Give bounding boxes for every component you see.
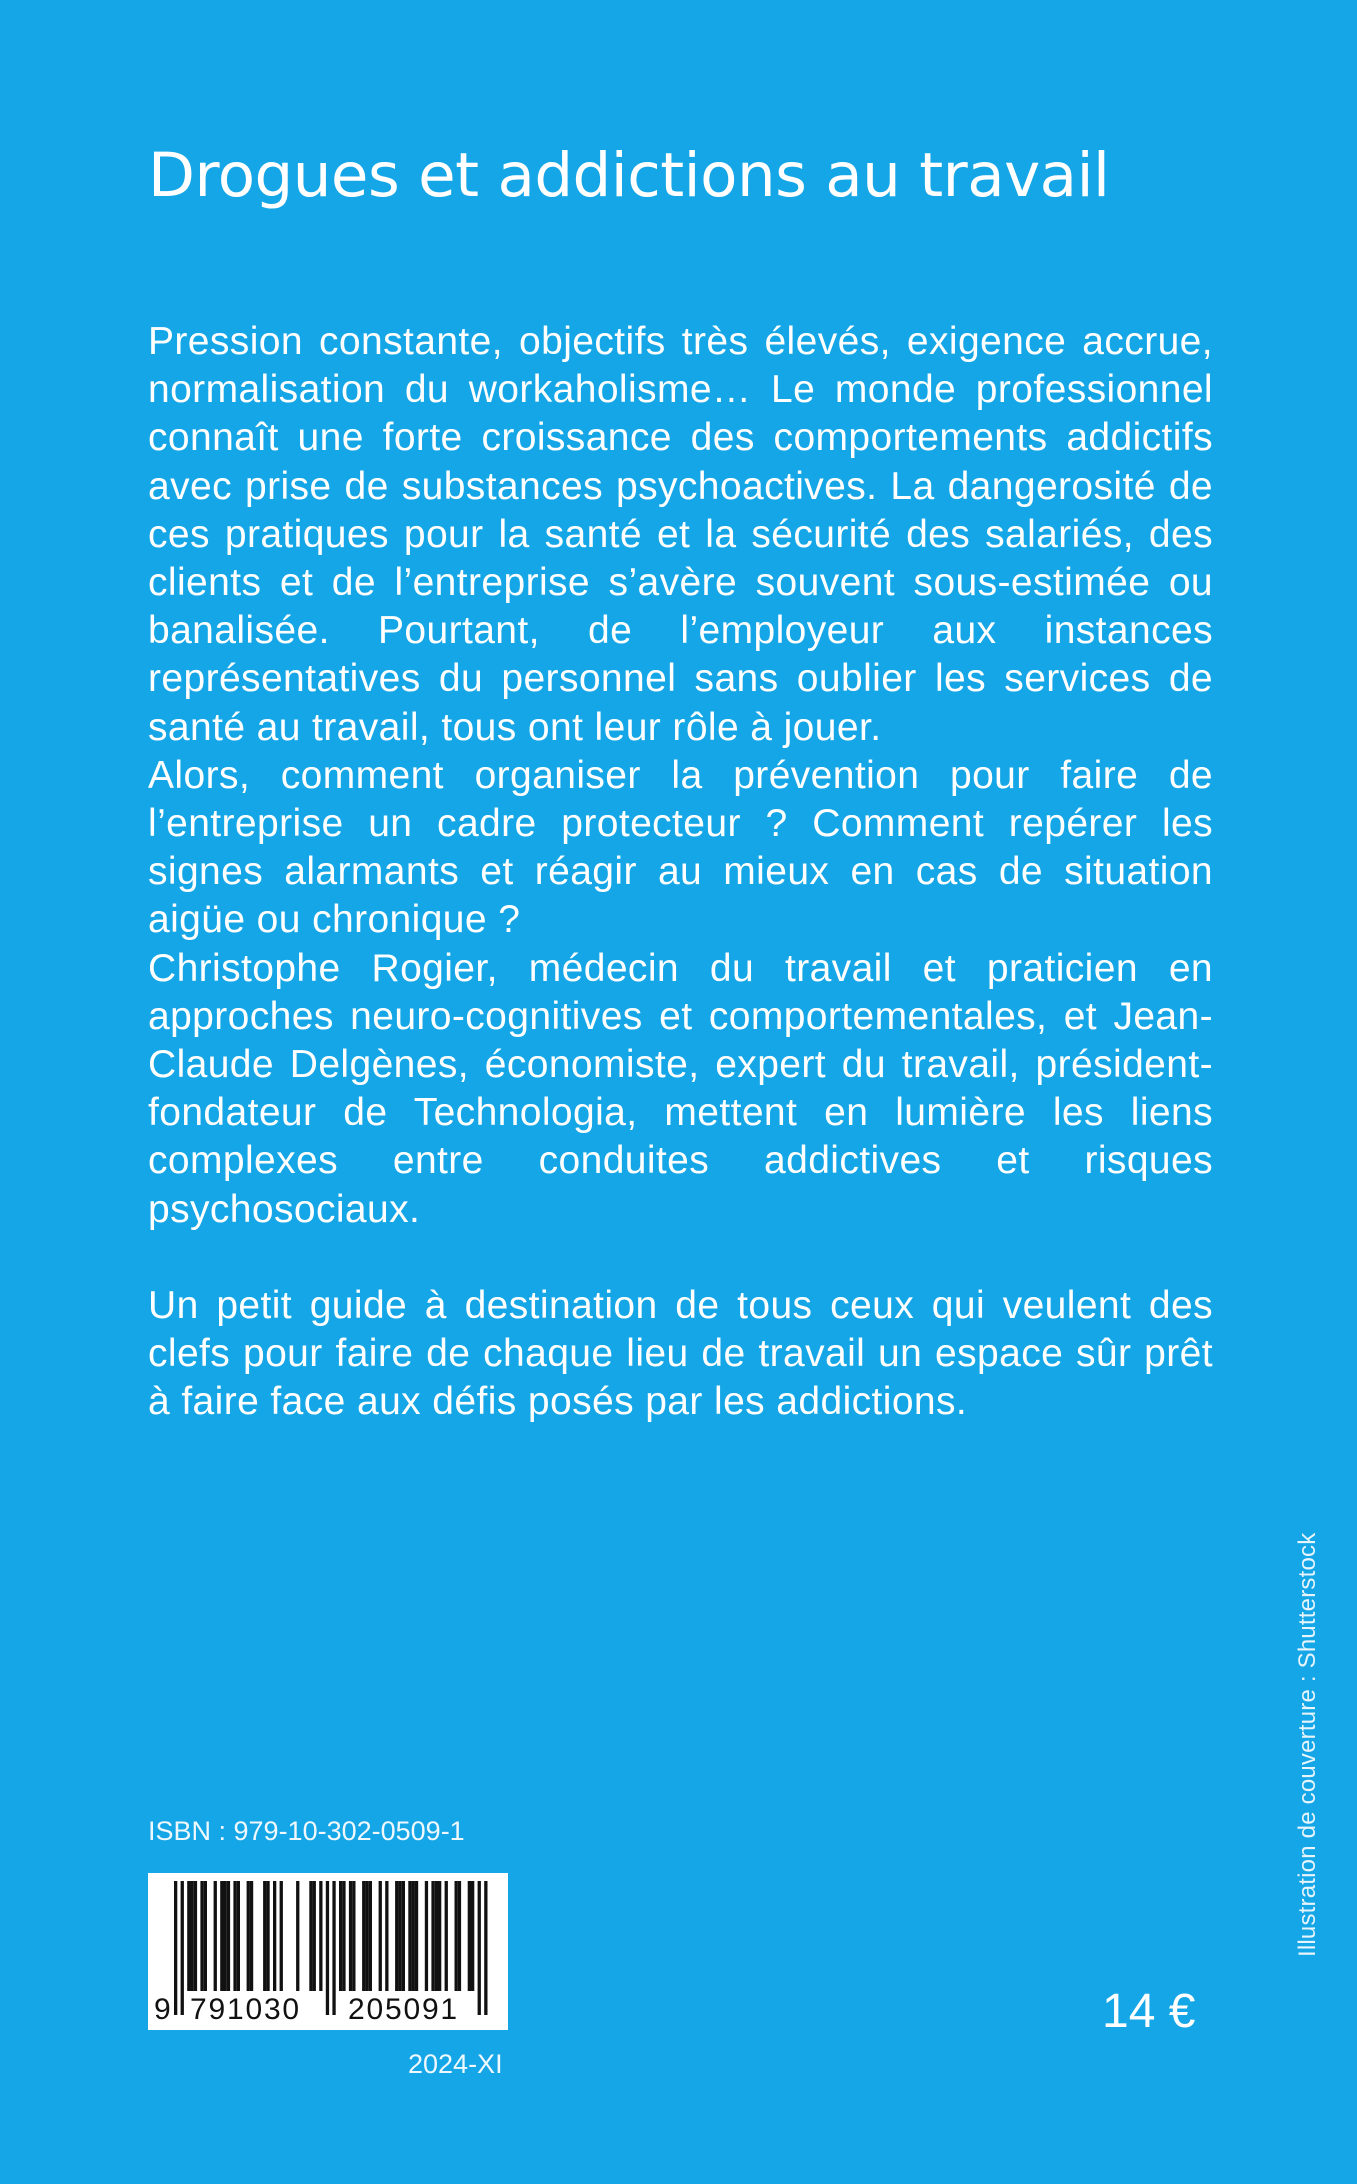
- barcode-bar: [204, 1881, 207, 1991]
- barcode-bar: [266, 1881, 269, 1991]
- barcode-bar: [237, 1881, 240, 1991]
- illustration-credit: Illustration de couverture : Shutterstock: [1294, 1532, 1321, 1957]
- barcode-bar: [194, 1881, 197, 1991]
- barcode-bar: [471, 1881, 474, 1991]
- book-title: Drogues et addictions au travail: [148, 140, 1110, 211]
- barcode-bar: [458, 1881, 461, 1991]
- barcode-bar: [313, 1881, 316, 1991]
- barcode-bar: [247, 1881, 250, 1991]
- blurb-paragraph-2: Alors, comment organiser la prévention pour faire de l’entreprise un cadre protecteur ? Comment repérer les signes alarmants et réagir au mieux en cas de situation aigüe ou chronique ?: [148, 753, 1213, 942]
- barcode-bar: [280, 1881, 283, 1991]
- barcode-bar: [395, 1881, 398, 1991]
- barcode-bar: [412, 1881, 415, 1991]
- barcode-bar: [200, 1881, 203, 1991]
- barcode-bar: [438, 1881, 441, 1991]
- barcode-bar: [362, 1881, 365, 1991]
- barcode-bar: [425, 1881, 428, 1991]
- barcode-guard-bar: [332, 1881, 335, 2015]
- barcode-bar: [379, 1881, 382, 1991]
- barcode-bar: [263, 1881, 266, 1991]
- barcode-guard-bar: [181, 1881, 184, 2015]
- price-label: 14 €: [1102, 1985, 1196, 2038]
- barcode-bar: [342, 1881, 345, 1991]
- back-cover-blurb: [148, 318, 1213, 1426]
- barcode-guard-bar: [478, 1881, 481, 2015]
- barcode-bar: [352, 1881, 355, 1991]
- barcode-bar: [415, 1881, 418, 1991]
- barcode-left-digits: 791030: [190, 1993, 301, 2026]
- barcode-bar: [385, 1881, 388, 1991]
- barcode-bar: [191, 1881, 194, 1991]
- barcode-bar: [349, 1881, 352, 1991]
- barcode-bar: [365, 1881, 368, 1991]
- barcode-bar: [187, 1881, 190, 1991]
- isbn-label: ISBN : 979-10-302-0509-1: [148, 1816, 465, 1846]
- barcode-bar: [431, 1881, 434, 1991]
- barcode-bar: [339, 1881, 342, 1991]
- barcode-bar: [369, 1881, 372, 1991]
- blurb-paragraph-3: Christophe Rogier, médecin du travail et praticien en approches neuro-cognitives et comportementales, et Jean-Claude Delgènes, économiste, expert du travail, président-fondateur de Technologia, mettent en lumière les liens complexes entre conduites addictives et risques psychosociaux.: [148, 946, 1213, 1231]
- barcode-bar: [250, 1881, 253, 1991]
- barcode-bar: [398, 1881, 401, 1991]
- barcode-bar: [309, 1881, 312, 1991]
- blurb-paragraph-4: Un petit guide à destination de tous ceux qui veulent des clefs pour faire de chaque lieu de travail un espace sûr prêt à faire face aux défis posés par les addictions.: [148, 1283, 1213, 1424]
- barcode-guard-bar: [174, 1881, 177, 2015]
- barcode-bar: [214, 1881, 217, 1991]
- barcode-bar: [455, 1881, 458, 1991]
- barcode-bar: [227, 1881, 230, 1991]
- barcode-bar: [273, 1881, 276, 1991]
- barcode-bar: [468, 1881, 471, 1991]
- barcode-bar: [435, 1881, 438, 1991]
- barcode-guard-bar: [484, 1881, 487, 2015]
- edition-code: 2024-XI: [408, 2049, 503, 2079]
- barcode-bar: [408, 1881, 411, 1991]
- barcode-first-digit: 9: [154, 1993, 171, 2026]
- barcode-bar: [445, 1881, 448, 1991]
- ean-barcode: [148, 1873, 508, 2030]
- barcode-bar: [220, 1881, 223, 1991]
- barcode-bar: [296, 1881, 299, 1991]
- barcode-bar: [233, 1881, 236, 1991]
- barcode-bar: [224, 1881, 227, 1991]
- barcode-right-digits: 205091: [348, 1993, 459, 2026]
- barcode-bar: [319, 1881, 322, 1991]
- blurb-paragraph-1: Pression constante, objectifs très élevés, exigence accrue, normalisation du workaholisme… Le monde professionnel connaît une forte croissance des comportements addictifs avec prise de substances psychoactives. La dangerosité de ces pratiques pour la santé et la sécurité des salariés, des clients et de l’entreprise s’avère souvent sous-estimée ou banalisée. Pourtant, de l’employeur aux instances représentatives du personnel sans oublier les services de santé au travail, tous ont leur rôle à jouer.: [148, 320, 1213, 749]
- barcode-bar: [402, 1881, 405, 1991]
- barcode-guard-bar: [326, 1881, 329, 2015]
